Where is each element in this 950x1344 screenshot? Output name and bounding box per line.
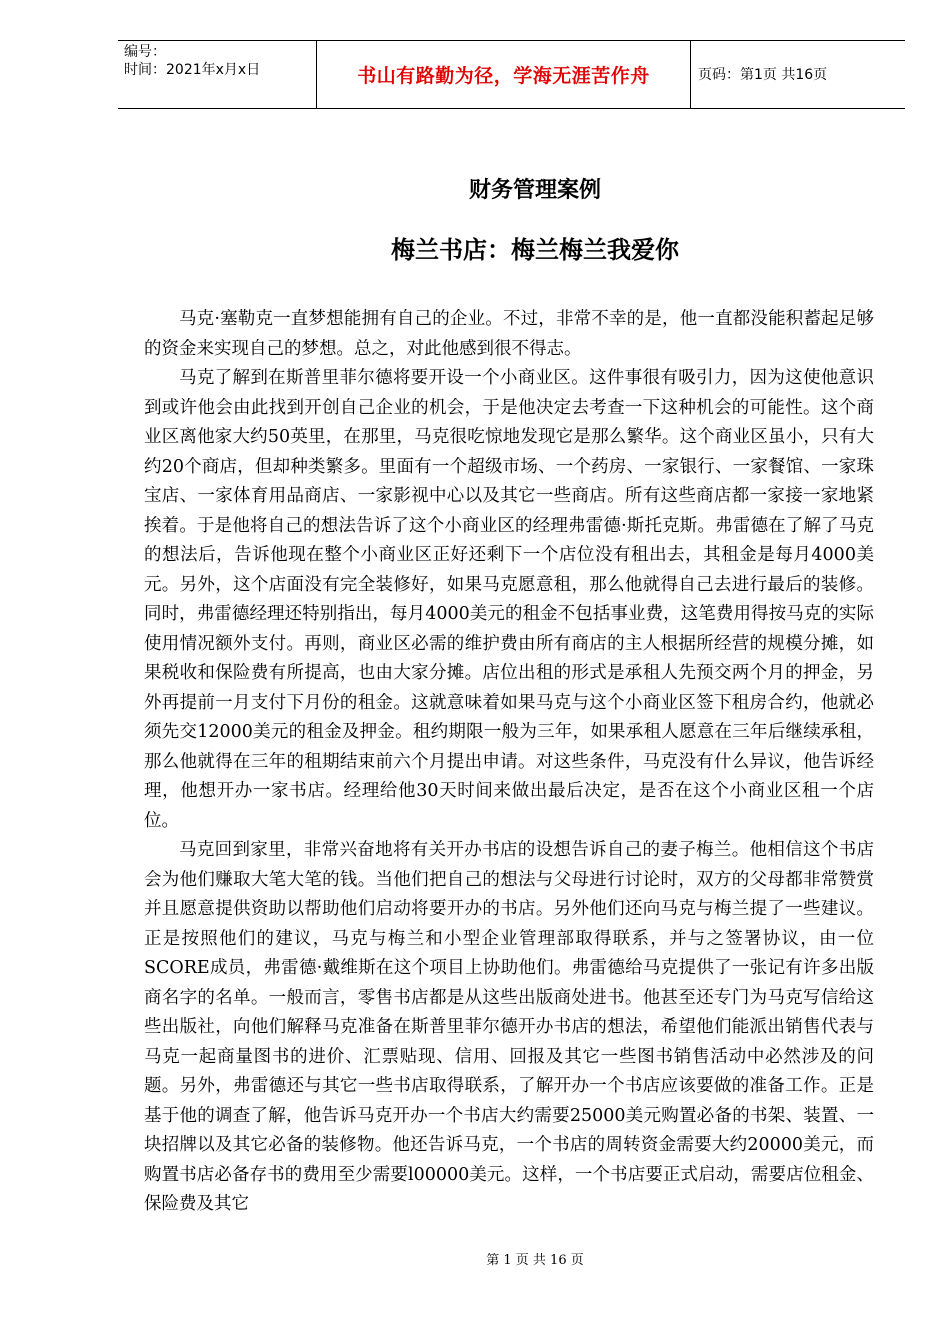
header-meta [118,41,316,108]
document-header [118,40,905,109]
paragraph: 马克回到家里，非常兴奋地将有关开办书店的设想告诉自己的妻子梅兰。他相信这个书店会为他们赚取大笔大笔的钱。当他们把自己的想法与父母进行讨论时，双方的父母都非常赞赏并且愿意提供资助以帮助他们启动将要开办的书店。另外他们还向马克与梅兰提了一些建议。正是按照他们的建议，马克与梅兰和小型企业管理部取得联系，并与之签署协议，由一位SCORE成员，弗雷德·戴维斯在这个项目上协助他们。弗雷德给马克提供了一张记有许多出版商名字的名单。一般而言，零售书店都是从这些出版商处进书。他甚至还专门为马克写信给这些出版社，向他们解释马克准备在斯普里菲尔德开办书店的想法，希望他们能派出销售代表与马克一起商量图书的进价、汇票贴现、信用、回报及其它一些图书销售活动中必然涉及的问题。另外，弗雷德还与其它一些书店取得联系，了解开办一个书店应该要做的准备工作。正是基于他的调查了解，他告诉马克开办一个书店大约需要25000美元购置必备的书架、装置、一块招牌以及其它必备的装修物。他还告诉马克，一个书店的周转资金需要大约20000美元，而购置书店必备存书的费用至少需要l00000美元。这样，一个书店要正式启动，需要店位租金、保险费及其它 [144,840,874,1214]
page-label: 页码：第1页 共16页 [698,66,828,83]
document-subtitle: 梅兰书店：梅兰梅兰我爱你 [391,236,679,264]
header-motto-cell [316,41,691,108]
page-footer: 第 1 页 共 16 页 [486,1253,584,1268]
header-page-cell [690,41,905,108]
document-title: 财务管理案例 [468,178,601,203]
paragraph: 马克·塞勒克一直梦想能拥有自己的企业。不过，非常不幸的是，他一直都没能积蓄起足够的资金来实现自己的梦想。总之，对此他感到很不得志。 [144,309,874,359]
number-label: 编号： [124,44,166,60]
paragraph: 马克了解到在斯普里菲尔德将要开设一个小商业区。这件事很有吸引力，因为这使他意识到或许他会由此找到开创自己企业的机会，于是他决定去考查一下这种机会的可能性。这个商业区离他家大约50英里，在那里，马克很吃惊地发现它是那么繁华。这个商业区虽小，只有大约20个商店，但却种类繁多。里面有一个超级市场、一个药房、一家银行、一家餐馆、一家珠宝店、一家体育用品商店、一家影视中心以及其它一些商店。所有这些商店都一家接一家地紧挨着。于是他将自己的想法告诉了这个小商业区的经理弗雷德·斯托克斯。弗雷德在了解了马克的想法后，告诉他现在整个小商业区正好还剩下一个店位没有租出去，其租金是每月4000美元。另外，这个店面没有完全装修好，如果马克愿意租，那么他就得自己去进行最后的装修。同时，弗雷德经理还特别指出，每月4000美元的租金不包括事业费，这笔费用得按马克的实际使用情况额外支付。再则，商业区必需的维护费由所有商店的主人根据所经营的规模分摊，如果税收和保险费有所提高，也由大家分摊。店位出租的形式是承租人先预交两个月的押金，另外再提前一月支付下月份的租金。这就意味着如果马克与这个小商业区签下租房合约，他就必须先交12000美元的租金及押金。租约期限一般为三年，如果承租人愿意在三年后继续承租，那么他就得在三年的租期结束前六个月提出申请。对这些条件，马克没有什么异议，他告诉经理，他想开办一家书店。经理给他30天时间来做出最后决定，是否在这个小商业区租一个店位。 [144,368,874,831]
time-label: 时间：2021年x月x日 [124,62,261,78]
motto-text: 书山有路勤为径，学海无涯苦作舟 [357,65,650,87]
body-text [144,305,874,1220]
